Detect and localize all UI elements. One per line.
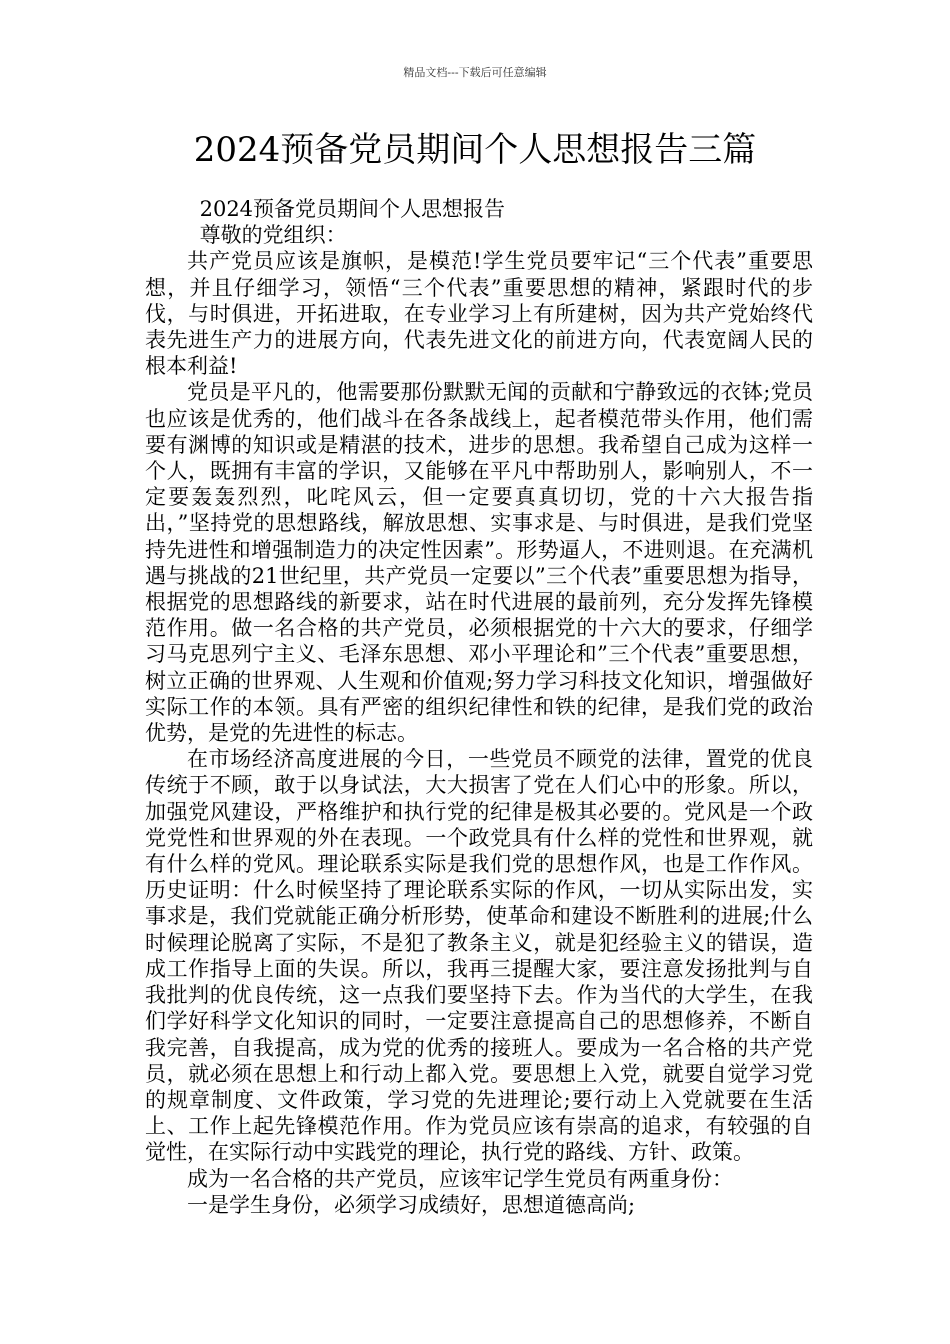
document-title: 2024预备党员期间个人思想报告三篇 — [193, 130, 757, 170]
salutation: 尊敬的党组织： — [199, 223, 347, 248]
document-body — [145, 196, 813, 1218]
document-subtitle: 2024预备党员期间个人思想报告 — [199, 197, 506, 221]
paragraph-2: 党员是平凡的，他需要那份默默无闻的贡献和宁静致远的衣钵;党员也应该是优秀的，他们战斗在各条战线上，起者模范带头作用，他们需要有渊博的知识或是精湛的技术，进步的思想。我希望自己成为这样一个人，既拥有丰富的学识，又能够在平凡中帮助别人，影响别人，不一定要轰轰烈烈，叱咤风云，但一定要真真切切，党的十六大报告指出，”坚持党的思想路线，解放思想、实事求是、与时俱进，是我们党坚持先进性和增强制造力的决定性因素”。形势逼人，不进则退。在充满机遇与挑战的21世纪里，共产党员一定要以”三个代表”重要思想为指导，根据党的思想路线的新要求，站在时代进展的最前列，充分发挥先锋模范作用。做一名合格的共产党员，必须根据党的十六大的要求，仔细学习马克思列宁主义、毛泽东思想、邓小平理论和”三个代表”重要思想，树立正确的世界观、人生观和价值观;努力学习科技文化知识，增强做好实际工作的本领。具有严密的组织纪律性和铁的纪律，是我们党的政治优势，是党的先进性的标志。 — [145, 380, 813, 746]
page-header-watermark: 精品文档---下载后可任意编辑 — [403, 66, 547, 79]
paragraph-1: 共产党员应该是旗帜，是模范!学生党员要牢记“三个代表”重要思想，并且仔细学习，领悟“三个代表”重要思想的精神，紧跟时代的步伐，与时俱进，开拓进取，在专业学习上有所建树，因为共产党始终代表先进生产力的进展方向，代表先进文化的前进方向，代表宽阔人民的根本利益! — [145, 249, 813, 379]
paragraph-3: 在市场经济高度进展的今日，一些党员不顾党的法律，置党的优良传统于不顾，敢于以身试法，大大损害了党在人们心中的形象。所以，加强党风建设，严格维护和执行党的纪律是极其必要的。党风是一个政党党性和世界观的外在表现。一个政党具有什么样的党性和世界观，就有什么样的党风。理论联系实际是我们党的思想作风，也是工作作风。历史证明：什么时候坚持了理论联系实际的作风，一切从实际出发，实事求是，我们党就能正确分析形势，使革命和建设不断胜利的进展;什么时候理论脱离了实际，不是犯了教条主义，就是犯经验主义的错误，造成工作指导上面的失误。所以，我再三提醒大家，要注意发扬批判与自我批判的优良传统，这一点我们要坚持下去。作为当代的大学生，在我们学好科学文化知识的同时，一定要注意提高自己的思想修养，不断自我完善，自我提高，成为党的优秀的接班人。要成为一名合格的共产党员，就必须在思想上和行动上都入党。要思想上入党，就要自觉学习党的规章制度、文件政策，学习党的先进理论;要行动上入党就要在生活上、工作上起先锋模范作用。作为党员应该有崇高的追求，有较强的自觉性，在实际行动中实践党的理论，执行党的路线、方针、政策。 — [145, 747, 813, 1165]
paragraph-5: 一是学生身份，必须学习成绩好，思想道德高尚; — [187, 1192, 636, 1217]
paragraph-4: 成为一名合格的共产党员，应该牢记学生党员有两重身份： — [187, 1166, 733, 1191]
